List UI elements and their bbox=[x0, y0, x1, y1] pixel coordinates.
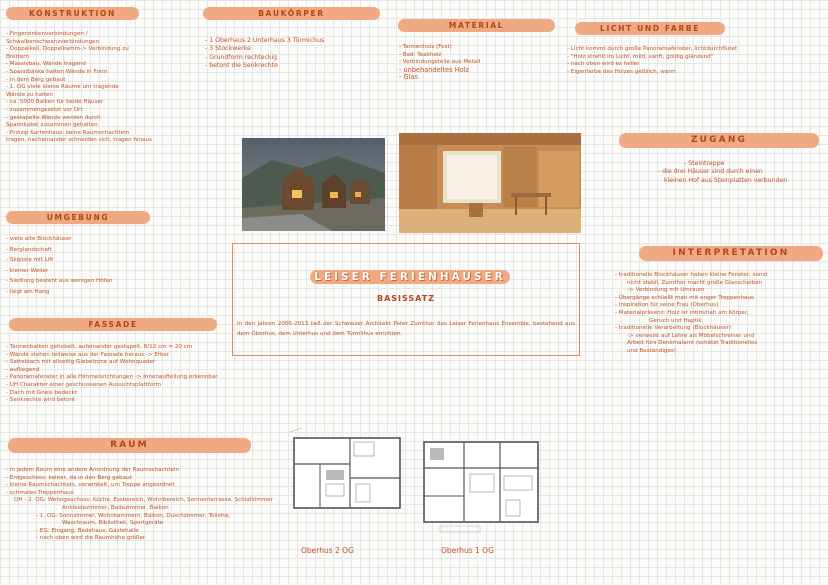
zugang-header: ZUGANG bbox=[619, 133, 819, 148]
note-line: - betont die Senkrechte bbox=[205, 62, 278, 70]
note-line: - Bad: Teakholz bbox=[399, 51, 442, 58]
note-line: -> verweist auf Lehre als Möbelschreiner und bbox=[627, 332, 754, 339]
note-line: - Materialpräsenz: Holz ist intim/nah am Körper, bbox=[615, 309, 749, 316]
interior-photo bbox=[399, 133, 581, 233]
note-line: Arbeit fürs Denkmalamt (schätzt Traditionelles bbox=[627, 340, 758, 347]
note-line: Wände zu halten bbox=[6, 91, 53, 98]
note-line: - Prinzip Kartenhaus: keine Raumschachteln bbox=[6, 129, 130, 136]
fassade-header: FASSADE bbox=[9, 318, 217, 331]
note-line: - UH Charakter einer geschlossenen Aussichtsplattform bbox=[6, 381, 162, 388]
note-line: - Eigenfarbe des Holzes gelblich, warm bbox=[567, 68, 676, 75]
interpretation-header: INTERPRETATION bbox=[639, 246, 823, 261]
plan-label-1og: Oberhus 1 OG bbox=[441, 546, 494, 555]
note-line: - Tannenholz (Fest) bbox=[399, 44, 452, 50]
note-line: - gestapelte Wände werden durch bbox=[6, 114, 101, 121]
note-line: - die drei Häuser sind durch einen bbox=[658, 168, 763, 176]
note-line: - Erdgeschoss: keiner, da in den Berg gebaut bbox=[6, 474, 132, 481]
note-line: - kleine Raumschachteln, verwinkelt, um Treppe angeordnet bbox=[6, 482, 175, 489]
note-line: - Doppelkeil, Doppelkamm-> Verbindung zu bbox=[6, 46, 129, 53]
note-line: - "Holz strahlt im Licht, mild, sanft, goldig glänzend" bbox=[567, 53, 714, 60]
note-line: - aufliegend bbox=[6, 366, 40, 373]
note-line: - liegt am Hang bbox=[6, 288, 50, 295]
note-line: Brettern bbox=[6, 53, 30, 60]
note-line: - Grundform rechteckig bbox=[205, 53, 278, 61]
zugang-notes bbox=[656, 160, 787, 185]
note-line: - schmales Treppenhaus bbox=[6, 489, 74, 496]
note-line: - 1. OG: Sonnzimmer, Wohnkammern, Balkon, Duschzimmer, Toilette, bbox=[36, 512, 231, 519]
note-line: - 3 Stockwerke bbox=[205, 45, 251, 53]
licht-header: LICHT UND FARBE bbox=[575, 22, 725, 35]
raum-notes bbox=[6, 467, 273, 543]
main-title: LEISER FERIENHÄUSER bbox=[310, 270, 510, 284]
note-line: - Glas bbox=[399, 73, 418, 82]
baukoerper-header: BAUKÖRPER bbox=[203, 7, 380, 20]
note-line: - Verbindungsteile aus Metall bbox=[399, 59, 481, 66]
note-line: - kleiner Weiler bbox=[6, 267, 49, 274]
note-line: - Senkrechte wird betont bbox=[6, 397, 76, 404]
note-line: - 1. OG viele kleine Räume um tragende bbox=[6, 84, 119, 91]
note-line: tragen, nacheinander schneiden sich, tragen hinaus bbox=[6, 137, 152, 144]
note-line: - traditionelle Verarbeitung (Blockhäuser) bbox=[615, 325, 731, 332]
note-line: - in jedem Raum eine andere Anordnung der Raumschachteln bbox=[6, 467, 180, 473]
note-line: - Tannenbalken gehobelt, aufeinander gestapelt, 6/12 cm = 20 cm bbox=[6, 344, 193, 350]
baukoerper-notes bbox=[205, 37, 324, 71]
note-line: - Dach mit Gneis bedeckt bbox=[6, 389, 77, 396]
umgebung-notes bbox=[6, 236, 113, 297]
note-line: - Berglandschaft bbox=[6, 246, 52, 253]
note-line: - traditionelle Blockhäuser haben kleine Fenster, sonst bbox=[615, 272, 768, 278]
note-line: - unbehandeltes Holz bbox=[399, 65, 470, 74]
note-line: - Steintreppe bbox=[684, 160, 725, 167]
plan-label-2og: Oberhus 2 OG bbox=[301, 546, 354, 555]
note-line: - Inspiration für seine Frau (Oberhus) bbox=[615, 302, 719, 309]
note-line: - Fingerzinkenverbindungen / bbox=[6, 31, 88, 37]
floor-plan-2og bbox=[290, 428, 408, 514]
note-line: - Massivbau, Wände tragend bbox=[6, 61, 86, 68]
fassade-notes bbox=[6, 344, 218, 405]
floor-plan-1og bbox=[420, 438, 548, 534]
note-line: - ca. 5000 Balken für beide Häuser bbox=[6, 99, 104, 106]
note-line: nicht stabil, Zumthor macht große Glasscheiben bbox=[627, 279, 763, 286]
note-line: - nach oben wird es heller bbox=[567, 61, 640, 68]
note-line: Geruch und Haptik bbox=[649, 317, 702, 324]
main-paragraph: In den Jahren 2006-2013 ließ der Schweizer Architekt Peter Zumthor das Leiser Ferienhaus Ensemble, bestehend aus dem Oberhus, dem Unterhus und dem Türmlihus errichten. bbox=[237, 321, 575, 337]
licht-notes bbox=[567, 46, 737, 76]
note-line: - EG: Eingang, Badehaus, Gästehalle bbox=[36, 527, 139, 534]
note-line: - in dem Berg gebaut bbox=[6, 76, 66, 83]
material-notes bbox=[399, 44, 480, 82]
umgebung-header: UMGEBUNG bbox=[6, 211, 150, 224]
note-line: - 1 Oberhaus 2 Unterhaus 3 Türmichus bbox=[205, 37, 325, 44]
note-line: - Siedlung besteht aus wenigen Höfen bbox=[6, 278, 113, 285]
note-line: - Licht kommt durch große Panoramafenster, lichtdurchflutet bbox=[567, 46, 738, 52]
raum-header: RAUM bbox=[8, 438, 251, 453]
konstruktion-header: KONSTRUKTION bbox=[6, 7, 139, 20]
note-line: - viele alte Blockhäuser bbox=[6, 236, 72, 242]
note-line: - nach oben wird die Raumhöhe größer bbox=[36, 535, 146, 542]
note-line: - Satteldach mit allseitig Giebelzone auf Wohnquader bbox=[6, 359, 156, 366]
note-line: - Panoramafenster in alle Himmelsrichtungen -> Innenaufteilung erkennbar bbox=[6, 374, 218, 381]
material-header: MATERIAL bbox=[398, 19, 555, 32]
note-line: und Beständiges) bbox=[627, 347, 676, 354]
exterior-photo bbox=[242, 138, 385, 231]
note-line: - Spannbänke halten Wände in Form bbox=[6, 68, 108, 75]
note-line: -> Verbindung mit Umraum bbox=[627, 287, 705, 294]
note-line: Ankleidezimmer, Badezimmer, Balkon bbox=[62, 504, 169, 511]
note-line: Spannkabel zusammen gehalten bbox=[6, 122, 98, 129]
konstruktion-notes bbox=[6, 31, 152, 145]
note-line: - Wände stehen teilweise aus der Fassade heraus -> Erker bbox=[6, 351, 169, 358]
note-line: Waschraum, Bibliothek, Sportgeräte bbox=[62, 520, 164, 527]
note-line: OH - 2. OG: Wohngeschoss: Küche, Essbereich, Wohnbereich, Sonnenterrasse, Schlafzimmer bbox=[14, 497, 273, 504]
interpretation-notes bbox=[615, 272, 768, 356]
note-line: Schwalbenschwanzverbindungen bbox=[6, 38, 100, 45]
note-line: kleinen Hof aus Steinplatten verbunden bbox=[664, 176, 788, 184]
note-line: - Skipiste mit Lift bbox=[6, 257, 54, 264]
note-line: - Übergänge schließt man mit enger Treppenhaus bbox=[615, 294, 754, 301]
main-subtitle: BASISSATZ bbox=[376, 294, 436, 303]
note-line: - zusammengesetzt vor Ort bbox=[6, 106, 83, 113]
